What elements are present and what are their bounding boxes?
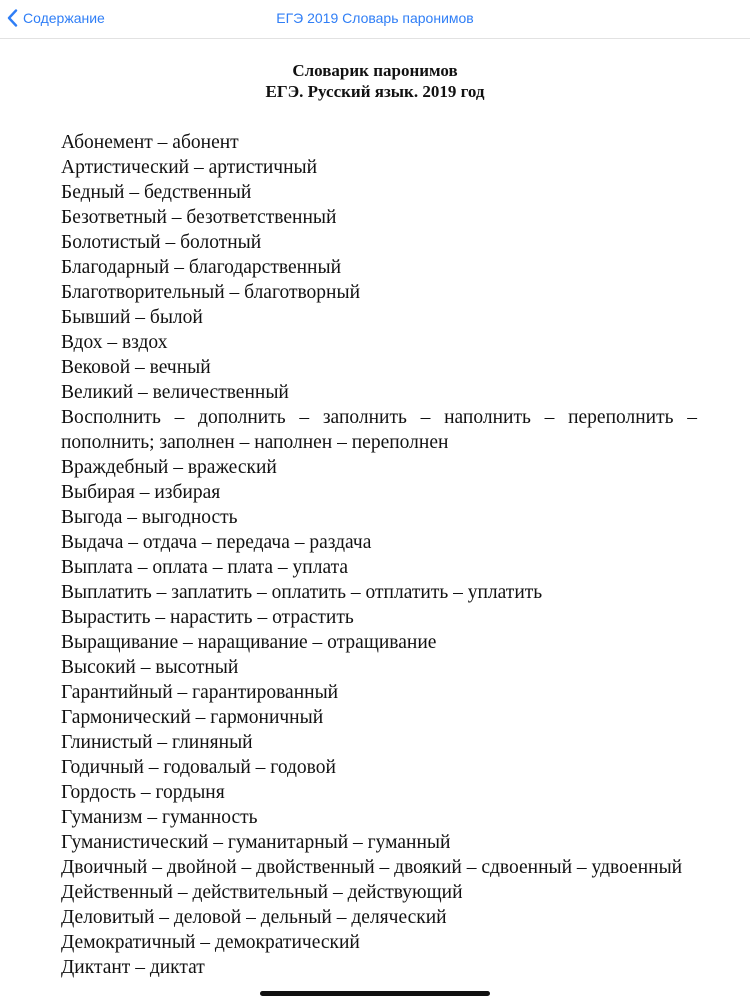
paronym-entry: Вековой – вечный <box>61 357 211 378</box>
paronym-entry: Абонемент – абонент <box>61 132 239 153</box>
paronym-entry: Бывший – былой <box>61 307 203 328</box>
paronym-entry: Благотворительный – благотворный <box>61 282 361 303</box>
paronym-entry: Двоичный – двойной – двойственный – двоякий – сдвоенный – удвоенный <box>61 857 683 878</box>
paronym-entry: Деловитый – деловой – дельный – деляческий <box>61 907 447 928</box>
paronym-entry: Гуманизм – гуманность <box>61 807 258 828</box>
paronym-entry: Выплатить – заплатить – оплатить – отплатить – уплатить <box>61 582 543 603</box>
paronym-entry: Бедный – бедственный <box>61 182 252 203</box>
paronym-entry: Безответный – безответственный <box>61 207 337 228</box>
document-title-line-1: Словарик паронимов <box>292 61 458 80</box>
paronym-entry: Восполнить – дополнить – заполнить – наполнить – переполнить – пополнить; заполнен – наполнен – переполнен <box>61 407 697 453</box>
paronym-entry: Гарантийный – гарантированный <box>61 682 339 703</box>
paronym-entry: Гуманистический – гуманитарный – гуманный <box>61 832 451 853</box>
document-title <box>0 60 750 102</box>
paronym-entry: Демократичный – демократический <box>61 932 360 953</box>
paronym-entry: Артистический – артистичный <box>61 157 318 178</box>
paronym-entry: Глинистый – глиняный <box>61 732 253 753</box>
paronym-list <box>61 130 697 980</box>
paronym-entry: Выращивание – наращивание – отращивание <box>61 632 437 653</box>
paronym-entry: Враждебный – вражеский <box>61 457 277 478</box>
paronym-entry: Выгода – выгодность <box>61 507 238 528</box>
paronym-entry: Вырастить – нарастить – отрастить <box>61 607 354 628</box>
paronym-entry: Великий – величественный <box>61 382 289 403</box>
paronym-entry: Выдача – отдача – передача – раздача <box>61 532 372 553</box>
paronym-entry: Вдох – вздох <box>61 332 168 353</box>
paronym-entry: Действенный – действительный – действующий <box>61 882 463 903</box>
back-button-label: Содержание <box>23 10 105 26</box>
paronym-entry: Высокий – высотный <box>61 657 239 678</box>
document-title-line-2: ЕГЭ. Русский язык. 2019 год <box>265 82 485 101</box>
paronym-entry: Выбирая – избирая <box>61 482 221 503</box>
nav-title: ЕГЭ 2019 Словарь паронимов <box>276 10 474 26</box>
paronym-entry: Гармонический – гармоничный <box>61 707 324 728</box>
paronym-entry: Болотистый – болотный <box>61 232 262 253</box>
navigation-bar <box>0 0 750 39</box>
paronym-entry: Благодарный – благодарственный <box>61 257 342 278</box>
paronym-entry: Гордость – гордыня <box>61 782 225 803</box>
home-indicator <box>260 991 490 996</box>
paronym-entry: Годичный – годовалый – годовой <box>61 757 336 778</box>
paronym-entry: Диктант – диктат <box>61 957 205 978</box>
paronym-entry: Выплата – оплата – плата – уплата <box>61 557 349 578</box>
